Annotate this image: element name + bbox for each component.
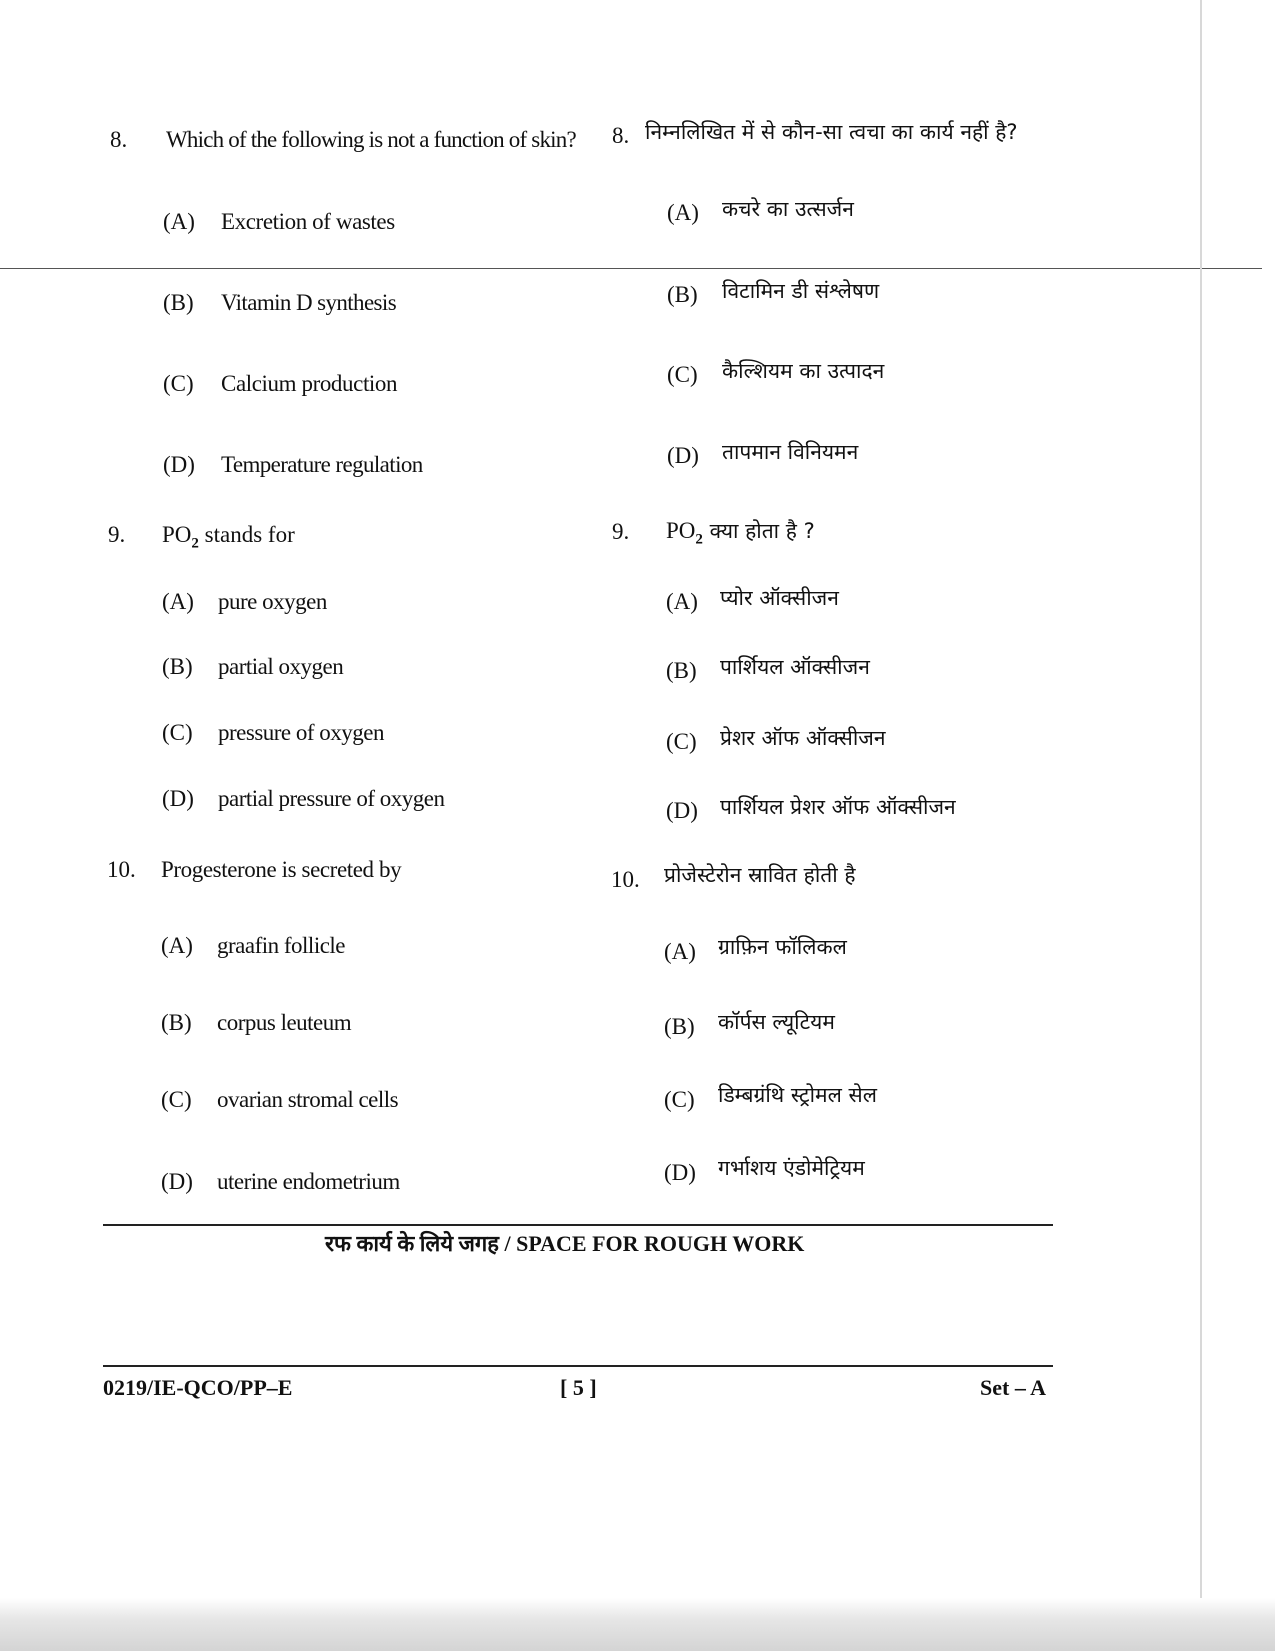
q8-opt-d: Temperature regulation xyxy=(221,452,423,477)
q10-opt-c: ovarian stromal cells xyxy=(217,1087,399,1112)
footer-rule xyxy=(103,1365,1053,1367)
q10-opt-c-label: (C) xyxy=(161,1087,192,1112)
q9-opt-a: pure oxygen xyxy=(218,589,327,614)
q9-number: 9. xyxy=(108,522,126,547)
q10-opt-a: graafin follicle xyxy=(217,933,346,958)
q10-opt-b: corpus leuteum xyxy=(217,1010,352,1035)
q8-hi-number: 8. xyxy=(612,123,630,148)
q8-hi-opt-b: विटामिन डी संश्लेषण xyxy=(722,279,880,303)
q8-opt-c-label: (C) xyxy=(163,371,194,396)
q10-hi-number: 10. xyxy=(611,867,640,892)
q9-opt-d: partial pressure of oxygen xyxy=(218,786,445,811)
q10-hi-opt-c-label: (C) xyxy=(664,1087,695,1112)
page-edge xyxy=(1200,0,1202,1651)
q10-opt-d-label: (D) xyxy=(161,1169,193,1194)
q8-hi-opt-a: कचरे का उत्सर्जन xyxy=(722,197,854,221)
q8-opt-b: Vitamin D synthesis xyxy=(221,290,397,315)
q8-hi-opt-c-label: (C) xyxy=(667,362,698,387)
q9-hi-text: $PO_2$ क्या होता है ? xyxy=(666,518,815,548)
q8-opt-c: Calcium production xyxy=(221,371,398,396)
q9-text: $PO_2$ stands for xyxy=(162,522,295,552)
q10-hi-opt-c: डिम्बग्रंथि स्ट्रोमल सेल xyxy=(718,1083,877,1107)
q9-hi-number: 9. xyxy=(612,519,630,544)
q9-opt-c: pressure of oxygen xyxy=(218,720,385,745)
q8-opt-a: Excretion of wastes xyxy=(221,209,395,234)
q8-hi-opt-d: तापमान विनियमन xyxy=(722,440,859,464)
set-label: Set – A xyxy=(980,1375,1046,1400)
rough-work-label: रफ कार्य के लिये जगह / SPACE FOR ROUGH WORK xyxy=(325,1231,805,1256)
q9-opt-c-label: (C) xyxy=(162,720,193,745)
q10-hi-text: प्रोजेस्टेरोन स्रावित होती है xyxy=(664,863,856,887)
q9-opt-b: partial oxygen xyxy=(218,654,344,679)
q8-hi-opt-c: कैल्शियम का उत्पादन xyxy=(722,359,885,383)
q8-opt-b-label: (B) xyxy=(163,290,194,315)
paper-code: 0219/IE-QCO/PP–E xyxy=(103,1375,293,1400)
q10-hi-opt-b: कॉर्पस ल्यूटियम xyxy=(718,1010,835,1034)
q8-hi-opt-a-label: (A) xyxy=(667,200,699,225)
q10-hi-opt-d: गर्भाशय एंडोमेट्रियम xyxy=(718,1156,865,1180)
q8-text: Which of the following is not a function of skin? xyxy=(166,127,576,152)
q10-opt-b-label: (B) xyxy=(161,1010,192,1035)
scan-bottom-band xyxy=(0,1598,1275,1651)
q9-hi-opt-d: पार्शियल प्रेशर ऑफ ऑक्सीजन xyxy=(720,795,956,819)
rough-work-rule xyxy=(103,1224,1053,1226)
q9-hi-opt-a-label: (A) xyxy=(666,589,698,614)
q9-hi-opt-c-label: (C) xyxy=(666,729,697,754)
q9-hi-opt-b: पार्शियल ऑक्सीजन xyxy=(720,655,870,679)
q10-hi-opt-b-label: (B) xyxy=(664,1014,695,1039)
q10-hi-opt-a: ग्राफ़िन फॉलिकल xyxy=(718,935,847,959)
q9-opt-d-label: (D) xyxy=(162,786,194,811)
q10-hi-opt-d-label: (D) xyxy=(664,1160,696,1185)
q9-hi-opt-a: प्योर ऑक्सीजन xyxy=(720,586,839,610)
q10-opt-d: uterine endometrium xyxy=(217,1169,400,1194)
q8-number: 8. xyxy=(110,127,128,152)
q9-hi-opt-c: प्रेशर ऑफ ऑक्सीजन xyxy=(720,726,886,750)
q10-number: 10. xyxy=(107,857,136,882)
q8-opt-a-label: (A) xyxy=(163,209,195,234)
page-number: [ 5 ] xyxy=(560,1375,597,1400)
q10-text: Progesterone is secreted by xyxy=(161,857,402,882)
q10-hi-opt-a-label: (A) xyxy=(664,939,696,964)
q8-hi-text: निम्नलिखित में से कौन-सा त्वचा का कार्य नहीं है? xyxy=(645,120,1018,144)
q9-hi-opt-d-label: (D) xyxy=(666,798,698,823)
q9-opt-a-label: (A) xyxy=(162,589,194,614)
scan-line xyxy=(0,268,1262,269)
q8-opt-d-label: (D) xyxy=(163,452,195,477)
q8-hi-opt-b-label: (B) xyxy=(667,282,698,307)
q10-opt-a-label: (A) xyxy=(161,933,193,958)
q9-opt-b-label: (B) xyxy=(162,654,193,679)
q8-hi-opt-d-label: (D) xyxy=(667,443,699,468)
q9-hi-opt-b-label: (B) xyxy=(666,658,697,683)
